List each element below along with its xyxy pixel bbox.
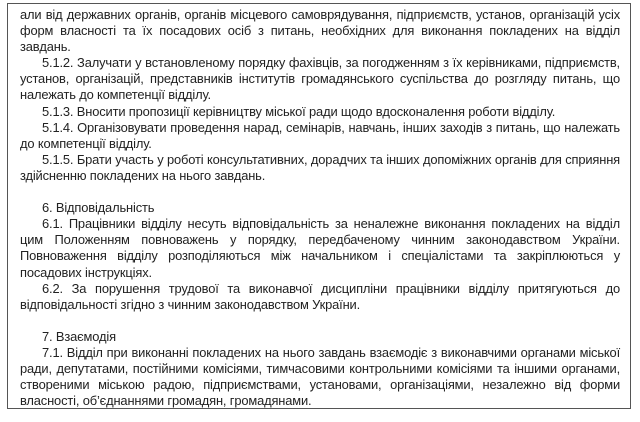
paragraph-5-1-5: 5.1.5. Брати участь у роботі консультативних, дорадчих та інших допоміжних органів для сприяння здійсненню покладених на нього завдань.	[20, 151, 620, 183]
paragraph-intro: али від державних органів, органів місцевого самоврядування, підприємств, установ, організацій усіх форм власності та їх посадових осіб з питань, необхідних для виконання покладених на відділ завдань.	[20, 7, 620, 55]
paragraph-7-1: 7.1. Відділ при виконанні покладених на нього завдань взаємодіє з виконавчими органами міської ради, депутатами, постійними комісіями, тимчасовими контрольними комісіями та іншими органами, створеними міською радою, підприємствами, установами, організаціями, незалежно від форми власності, об’єднаннями громадян, громадянами.	[20, 344, 620, 409]
paragraph-5-1-4: 5.1.4. Організовувати проведення нарад, семінарів, навчань, інших заходів з питань, що належать до компетенції відділу.	[20, 119, 620, 151]
section-gap	[20, 184, 620, 200]
section-heading-6: 6. Відповідальність	[42, 200, 155, 216]
document-body	[20, 7, 620, 409]
paragraph-5-1-2: 5.1.2. Залучати у встановленому порядку фахівців, за погодженням з їх керівниками, підприємств, установ, організацій, представників інститутів громадянського суспільства до розгляду питань, що належать до компетенції відділу.	[20, 55, 620, 103]
paragraph-6-1: 6.1. Працівники відділу несуть відповідальність за неналежне виконання покладених на відділ цим Положенням повноважень у порядку, передбаченому чинним законодавством України. Повноваження відділу розподіляються між начальником і спеціалістами та закріплюються у посадових інструкціях.	[20, 216, 620, 280]
section-heading-7: 7. Взаємодія	[42, 328, 116, 344]
section-gap	[20, 313, 620, 329]
paragraph-5-1-3: 5.1.3. Вносити пропозиції керівництву міської ради щодо вдосконалення роботи відділу.	[42, 103, 556, 119]
document-frame	[7, 3, 631, 409]
paragraph-6-2: 6.2. За порушення трудової та виконавчої дисципліни працівники відділу притягуються до відповідальності згідно з чинним законодавством України.	[20, 280, 620, 312]
